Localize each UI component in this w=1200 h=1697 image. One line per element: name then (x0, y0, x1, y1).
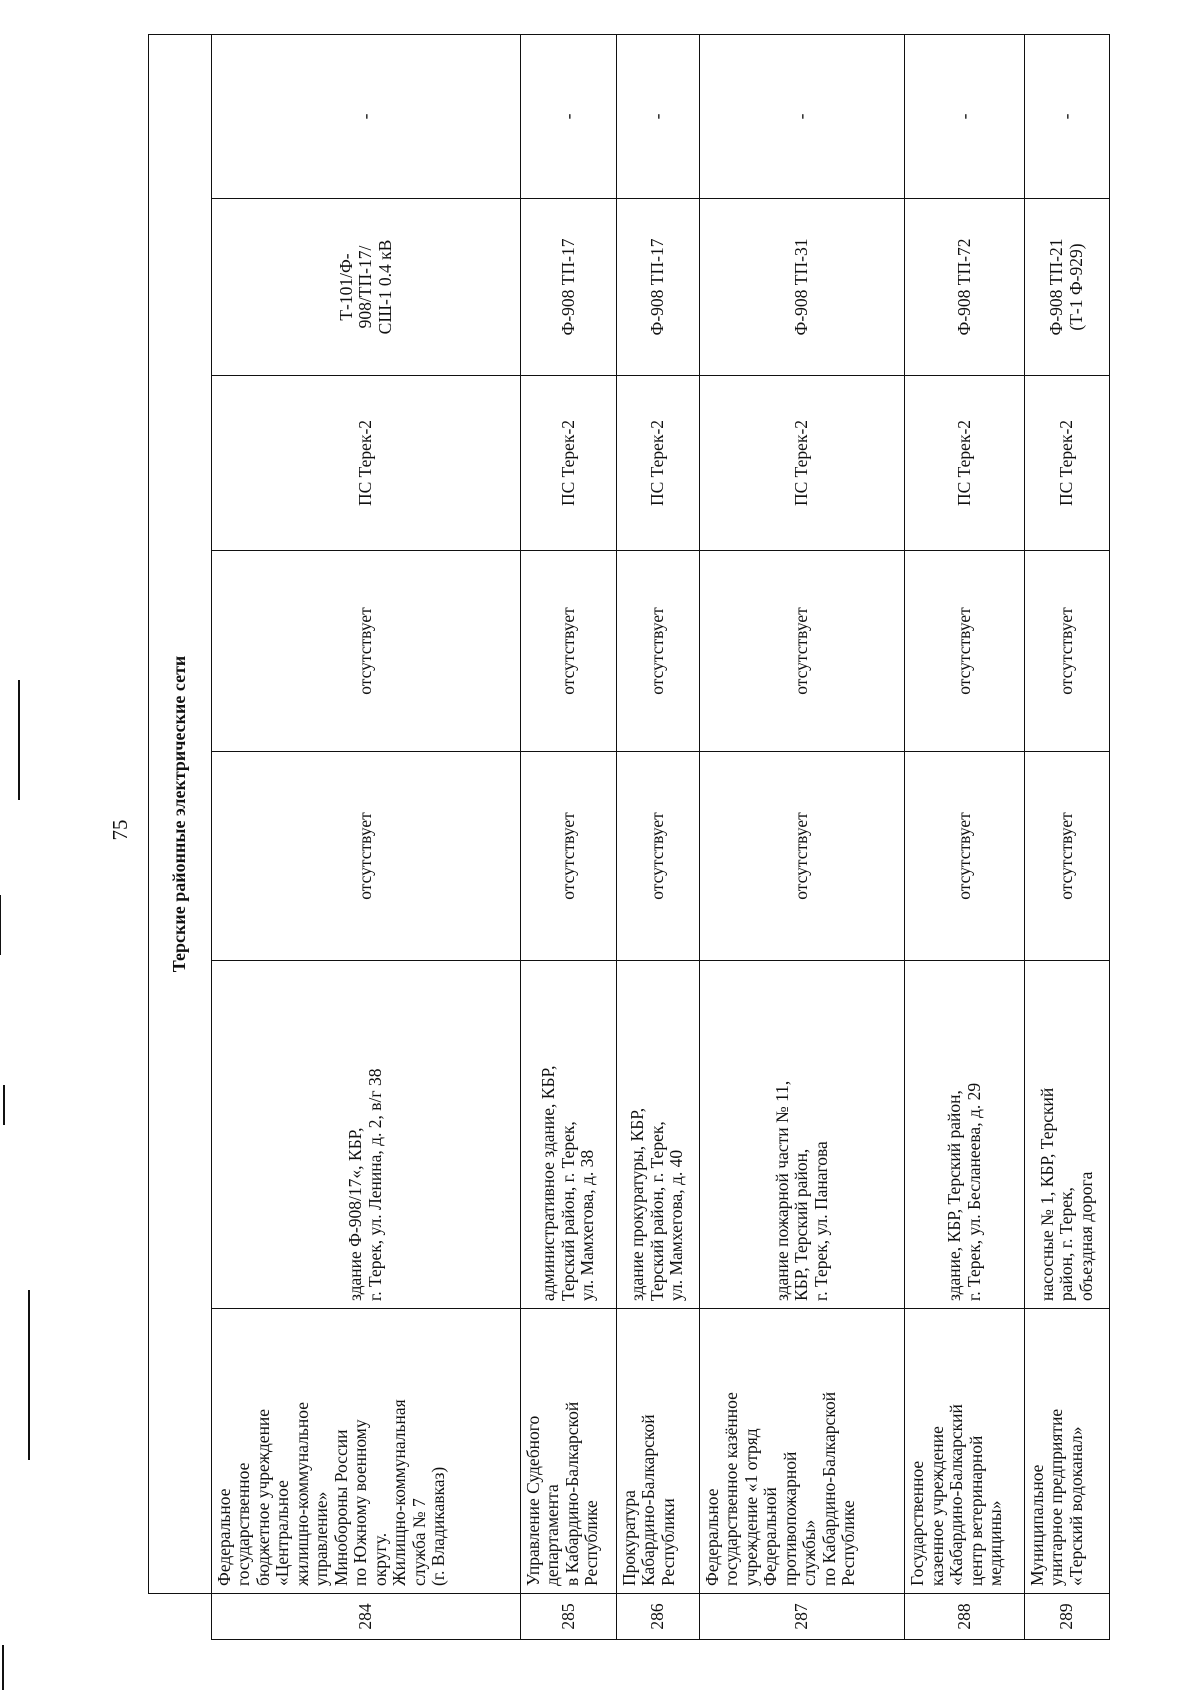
substation: ПС Терек-2 (1024, 376, 1109, 551)
cell-col4: отсутствует (1024, 752, 1109, 961)
page-number: 75 (108, 819, 132, 841)
last-column: - (520, 34, 616, 198)
cell-col5: отсутствует (905, 551, 1024, 752)
row-number: 288 (905, 1594, 1024, 1640)
cell-col4: отсутствует (520, 752, 616, 961)
organization-name: Управление Судебного департамента в Кабардино-Балкарской Республике (520, 1309, 616, 1594)
last-column: - (905, 34, 1024, 198)
object-address: здание, КБР, Терский район, г. Терек, ул. Бесланеева, д. 29 (905, 961, 1024, 1309)
table-row (616, 34, 699, 1639)
scan-mark-5 (0, 895, 1, 955)
cell-col5: отсутствует (1024, 551, 1109, 752)
organization-name: Прокуратура Кабардино-Балкарской Республики (616, 1309, 699, 1594)
substation: ПС Терек-2 (520, 376, 616, 551)
scan-mark-4 (28, 1290, 30, 1460)
substation: ПС Терек-2 (905, 376, 1024, 551)
feeder: Ф-908 ТП-17 (520, 199, 616, 376)
last-column: - (699, 34, 905, 198)
object-address: административное здание, КБР, Терский район, г. Терек, ул. Мамхегова, д. 38 (520, 961, 616, 1309)
header-spacer (149, 1594, 212, 1640)
cell-col5: отсутствует (699, 551, 905, 752)
table-row (699, 34, 905, 1639)
organization-name: Муниципальное унитарное предприятие «Терский водоканал» (1024, 1309, 1109, 1594)
organization-name: Федеральное государственное бюджетное учреждение «Центральное жилищно-коммунальное управление» Минобороны России по Южному военному округу. Жилищно-коммунальная служба № 7 (г. Владикавказ) (211, 1309, 520, 1594)
scan-mark-3 (18, 680, 20, 800)
row-number: 287 (699, 1594, 905, 1640)
table-row (520, 34, 616, 1639)
feeder: Ф-908 ТП-31 (699, 199, 905, 376)
object-address: здание пожарной части № 11, КБР, Терский район, г. Терек, ул. Панагова (699, 961, 905, 1309)
cell-col4: отсутствует (905, 752, 1024, 961)
cell-col5: отсутствует (520, 551, 616, 752)
cell-col4: отсутствует (211, 752, 520, 961)
last-column: - (616, 34, 699, 198)
cell-col5: отсутствует (211, 551, 520, 752)
cell-col4: отсутствует (616, 752, 699, 961)
cell-col5: отсутствует (616, 551, 699, 752)
rotated-document (148, 35, 1110, 1640)
cell-col4: отсутствует (699, 752, 905, 961)
last-column: - (211, 34, 520, 198)
substation: ПС Терек-2 (211, 376, 520, 551)
data-table (148, 34, 1110, 1640)
substation: ПС Терек-2 (616, 376, 699, 551)
substation: ПС Терек-2 (699, 376, 905, 551)
last-column: - (1024, 34, 1109, 198)
feeder: Ф-908 ТП-72 (905, 199, 1024, 376)
row-number: 289 (1024, 1594, 1109, 1640)
table-row (905, 34, 1024, 1639)
feeder: Ф-908 ТП-21 (Т-1 Ф-929) (1024, 199, 1109, 376)
scan-mark-1 (2, 1645, 4, 1690)
feeder: Т-101/Ф- 908/ТП-17/ СШ-1 0.4 кВ (211, 199, 520, 376)
table-row (211, 34, 520, 1639)
scan-mark-2 (3, 1085, 5, 1125)
object-address: здание Ф-908/17«, КБР, г. Терек, ул. Ленина, д. 2, в/г 38 (211, 961, 520, 1309)
object-address: насосные № 1, КБР, Терский район, г. Терек, объездная дорога (1024, 961, 1109, 1309)
organization-name: Государственное казенное учреждение «Кабардино-Балкарский центр ветеринарной медицины» (905, 1309, 1024, 1594)
row-number: 286 (616, 1594, 699, 1640)
organization-name: Федеральное государственное казённое учреждение «1 отряд Федеральной противопожарной службы» по Кабардино-Балкарской Республике (699, 1309, 905, 1594)
table-row (1024, 34, 1109, 1639)
object-address: здание прокуратуры, КБР, Терский район, г. Терек, ул. Мамхегова, д. 40 (616, 961, 699, 1309)
section-title: Терские районные электрические сети (149, 34, 212, 1593)
feeder: Ф-908 ТП-17 (616, 199, 699, 376)
row-number: 285 (520, 1594, 616, 1640)
row-number: 284 (211, 1594, 520, 1640)
